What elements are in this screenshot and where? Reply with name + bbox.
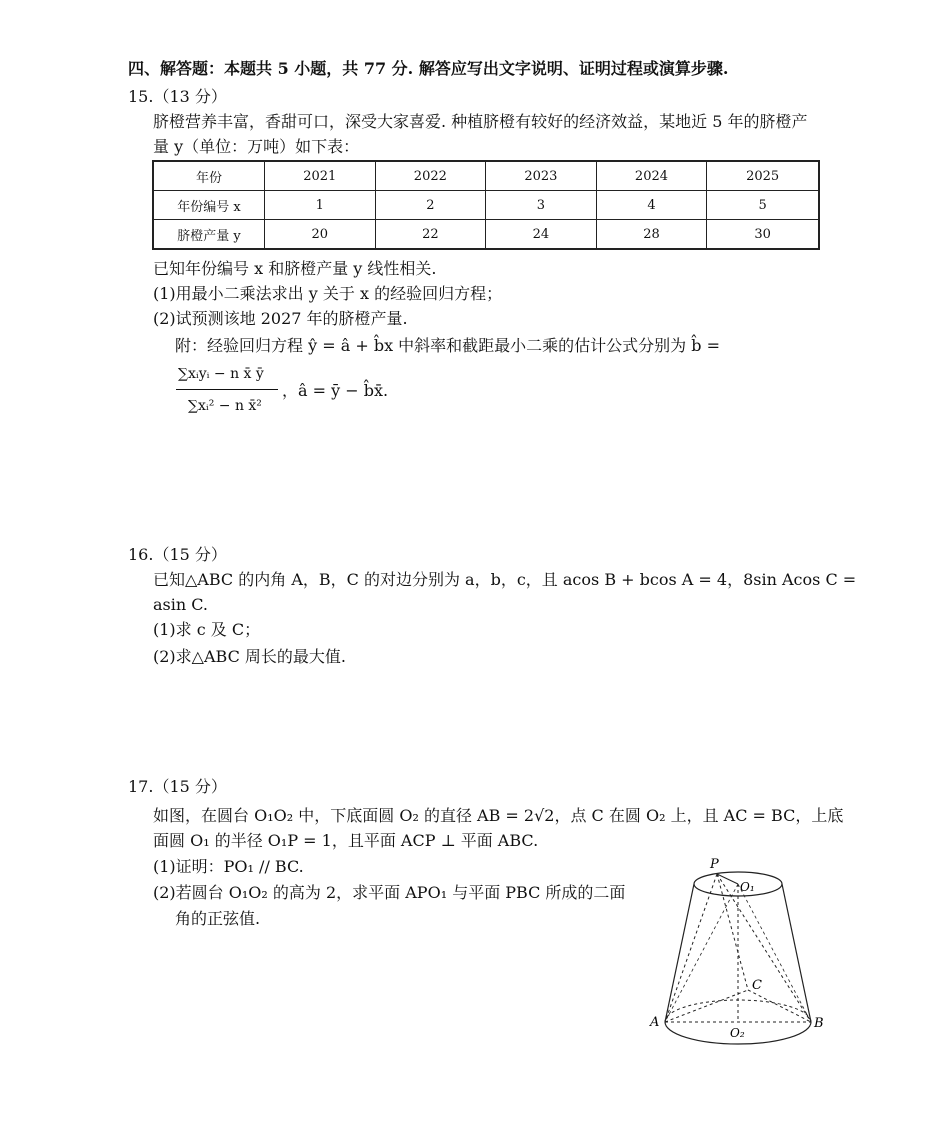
table-cell: 脐橙产量 y	[153, 220, 265, 250]
q15-given: 已知年份编号 x 和脐橙产量 y 线性相关.	[153, 259, 437, 278]
table-cell: 1	[265, 191, 376, 220]
segment-po1	[717, 874, 738, 884]
label-b: B	[814, 1016, 824, 1031]
q16-line1: 已知△ABC 的内角 A，B，C 的对边分别为 a，b，c，且 acos B + bcos A = 4，8sin Acos C =	[153, 570, 857, 589]
table-cell: 年份	[153, 161, 265, 191]
q15-formula-tail: ，â = ȳ − b̂x̄.	[282, 381, 389, 400]
table-cell: 2021	[265, 161, 376, 191]
fraction-bar	[176, 389, 278, 390]
table-row	[153, 161, 819, 191]
section-header: 四、解答题：本题共 5 小题，共 77 分. 解答应写出文字说明、证明过程或演算步骤.	[128, 59, 729, 78]
label-a: A	[650, 1015, 660, 1030]
q17-number: 17.（15 分）	[128, 777, 227, 796]
table-cell: 2025	[707, 161, 819, 191]
table-cell: 20	[265, 220, 376, 250]
table-cell: 年份编号 x	[153, 191, 265, 220]
table-cell: 22	[375, 220, 486, 250]
q15-data-table	[152, 160, 820, 250]
right-generatrix	[782, 884, 811, 1022]
q16-part2: (2)求△ABC 周长的最大值.	[153, 647, 346, 666]
label-c: C	[752, 978, 762, 993]
table-cell: 4	[596, 191, 707, 220]
table-cell: 3	[486, 191, 597, 220]
segment-bc	[748, 990, 811, 1022]
q16-number: 16.（15 分）	[128, 545, 227, 564]
table-row	[153, 220, 819, 250]
q15-formula-numerator: ∑xᵢyᵢ − n x̄ ȳ	[178, 366, 264, 382]
table-cell: 30	[707, 220, 819, 250]
q16-part1: (1)求 c 及 C；	[153, 620, 261, 639]
segment-o1a	[665, 884, 738, 1022]
table-row	[153, 191, 819, 220]
frustum-figure	[640, 852, 840, 1057]
left-generatrix	[665, 884, 694, 1022]
q15-formula-denominator: ∑xᵢ² − n x̄²	[188, 398, 262, 414]
q17-part2-b: 角的正弦值.	[175, 909, 261, 928]
q15-note: 附：经验回归方程 ŷ = â + b̂x 中斜率和截距最小二乘的估计公式分别为 b̂ =	[175, 336, 720, 355]
q17-part1: (1)证明：PO₁ // BC.	[153, 857, 304, 876]
segment-o1b	[738, 884, 811, 1022]
table-cell: 2022	[375, 161, 486, 191]
q17-line1: 如图，在圆台 O₁O₂ 中，下底面圆 O₂ 的直径 AB = 2√2，点 C 在圆 O₂ 上，且 AC = BC，上底	[153, 806, 844, 825]
q17-line2: 面圆 O₁ 的半径 O₁P = 1，且平面 ACP ⊥ 平面 ABC.	[153, 831, 539, 850]
q15-part1: (1)用最小二乘法求出 y 关于 x 的经验回归方程；	[153, 284, 503, 303]
q15-number: 15.（13 分）	[128, 87, 227, 106]
table-cell: 5	[707, 191, 819, 220]
q15-part2: (2)试预测该地 2027 年的脐橙产量.	[153, 309, 408, 328]
q17-part2-a: (2)若圆台 O₁O₂ 的高为 2，求平面 APO₁ 与平面 PBC 所成的二面	[153, 883, 626, 902]
q15-intro-2: 量 y（单位：万吨）如下表：	[153, 137, 360, 156]
table-cell: 24	[486, 220, 597, 250]
table-cell: 2023	[486, 161, 597, 191]
q16-line2: asin C.	[153, 595, 209, 614]
table-cell: 2	[375, 191, 486, 220]
segment-ac	[665, 990, 748, 1022]
label-p: P	[710, 857, 719, 872]
q15-intro-1: 脐橙营养丰富，香甜可口，深受大家喜爱. 种植脐橙有较好的经济效益，某地近 5 年的脐橙产	[153, 112, 808, 131]
table-cell: 2024	[596, 161, 707, 191]
label-o2: O₂	[730, 1026, 745, 1040]
label-o1: O₁	[740, 880, 755, 894]
table-cell: 28	[596, 220, 707, 250]
